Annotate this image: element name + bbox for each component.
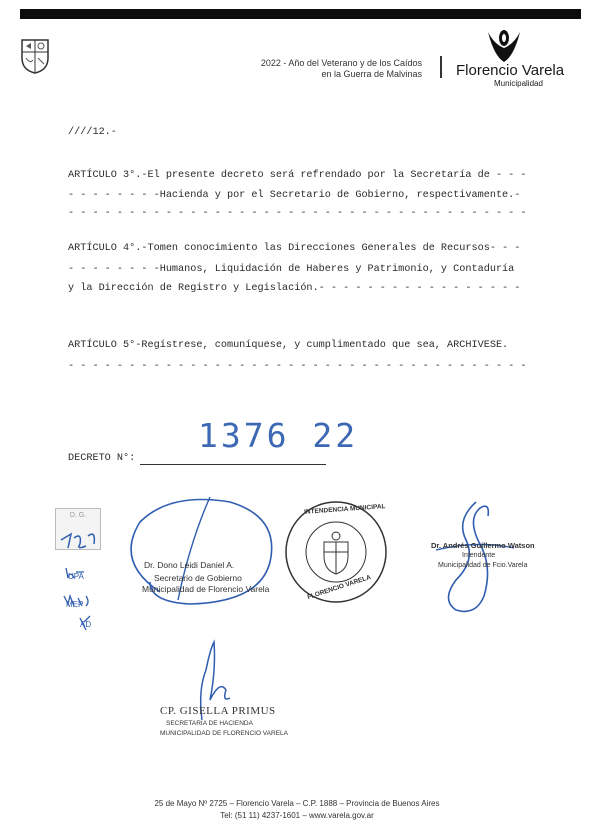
- gov-secretary-title: Secretario de Gobierno: [154, 573, 242, 583]
- article-5-line-1: ARTÍCULO 5°-Regístrese, comuníquese, y cumplimentado que sea, ARCHIVESE.: [68, 340, 509, 351]
- dg-stamp-text: D. G.: [69, 512, 87, 519]
- footer-contact: Tel: (51 11) 4237-1601 – www.varela.gov.ar: [220, 811, 374, 820]
- decree-underline: [140, 464, 326, 465]
- article-4-line-2: - - - - - - - -Humanos, Liquidación de Haberes y Patrimonio, y Contaduría: [68, 264, 515, 275]
- government-secretary-signature: [120, 492, 290, 612]
- year-motto-line2: en la Guerra de Malvinas: [321, 69, 422, 79]
- mayor-title: Intendente: [462, 552, 496, 559]
- initials-mep: MEP: [66, 600, 84, 609]
- hacienda-secretary-municipality: MUNICIPALIDAD DE FLORENCIO VARELA: [160, 730, 288, 737]
- initials-upa: UPA: [68, 572, 84, 581]
- hacienda-secretary-title: SECRETARIA DE HACIENDA: [166, 720, 253, 727]
- article-3-line-1: ARTÍCULO 3°.-El presente decreto será refrendado por la Secretaría de - - -: [68, 170, 527, 181]
- footer-address: 25 de Mayo Nº 2725 – Florencio Varela – C.P. 1888 – Provincia de Buenos Aires: [154, 799, 440, 808]
- header-divider: [440, 56, 442, 78]
- brand-subtitle: Municipalidad: [494, 79, 543, 88]
- gov-secretary-municipality: Municipalidad de Florencio Varela: [142, 584, 270, 594]
- article-5-line-2: - - - - - - - - - - - - - - - - - - - - - - - - - - - - - - - - - - - - - -: [68, 361, 527, 372]
- stamp-top-text: INTENDENCIA MUNICIPAL: [303, 503, 386, 516]
- gov-secretary-name: Dr. Dono Leidi Daniel A.: [144, 560, 235, 570]
- page-reference: ////12.-: [68, 127, 117, 138]
- hacienda-secretary-name: CP. GISELLA PRIMUS: [160, 705, 276, 717]
- mayor-municipality: Municipalidad de Fcio.Varela: [438, 562, 528, 569]
- article-3-line-3: - - - - - - - - - - - - - - - - - - - - - - - - - - - - - - - - - - - - - -: [68, 208, 527, 219]
- florencio-varela-logo-icon: [484, 28, 524, 64]
- top-scan-bar: [20, 9, 581, 19]
- brand-name: Florencio Varela: [456, 62, 565, 79]
- initials-ad: AD: [80, 620, 92, 629]
- article-4-line-1: ARTÍCULO 4°.-Tomen conocimiento las Direcciones Generales de Recursos- - -: [68, 243, 521, 254]
- decree-number: 1376 22: [198, 416, 359, 455]
- decree-label: DECRETO N°:: [68, 453, 136, 464]
- article-3-line-2: - - - - - - - -Hacienda y por el Secretario de Gobierno, respectivamente.-: [68, 190, 521, 201]
- year-motto-line1: 2022 - Año del Veterano y de los Caídos: [260, 58, 422, 68]
- article-4-line-3: y la Dirección de Registro y Legislación.- - - - - - - - - - - - - - - - -: [68, 283, 521, 294]
- municipal-crest-icon: [20, 38, 50, 74]
- mayor-name: Dr. Andrés Guillermo Watson: [431, 541, 535, 550]
- stamp-bottom-text: FLORENCIO VARELA: [306, 573, 372, 602]
